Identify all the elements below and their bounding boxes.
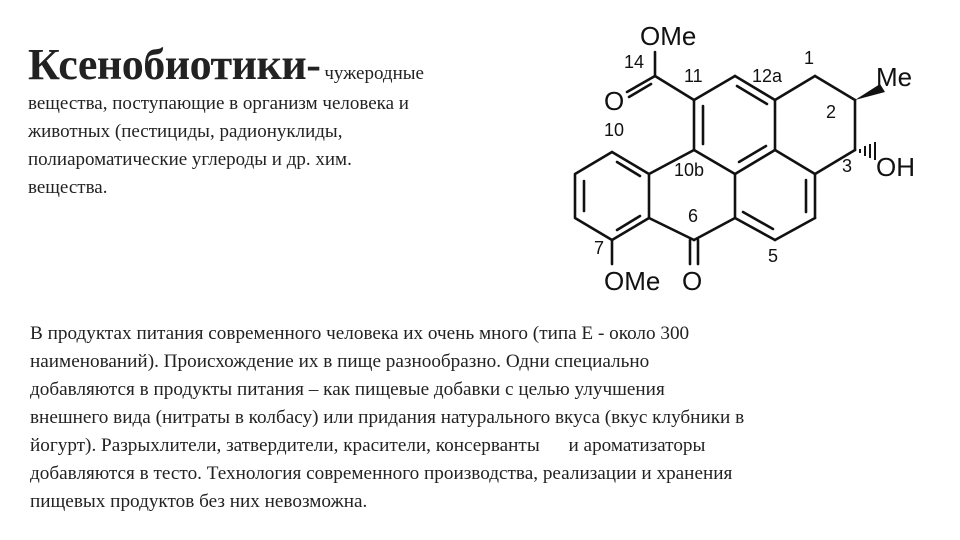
left-ring xyxy=(575,152,649,240)
bond-5-6b xyxy=(775,218,815,240)
bond-12b-4a xyxy=(775,150,815,174)
hydroxyl-hash-bond xyxy=(860,142,875,160)
label-oh: OH xyxy=(876,152,915,182)
bond-6b-6c xyxy=(735,218,775,240)
label-c2: 2 xyxy=(826,102,837,122)
label-o-left: O xyxy=(604,86,625,116)
paragraph-line-1: В продуктах питания современного человека их очень много (типа Е - около 300 xyxy=(30,323,690,344)
slide-title: Ксенобиотики- xyxy=(28,40,321,89)
label-c5: 5 xyxy=(768,246,779,266)
definition-line-4: вещества. xyxy=(28,177,108,198)
bond-12-12a-inner xyxy=(737,86,767,104)
title-block xyxy=(28,40,528,202)
label-ome-bottom: OMe xyxy=(604,266,661,296)
bond-6b-6c-inner xyxy=(743,212,773,229)
title-line xyxy=(28,40,528,90)
definition-line-1: вещества, поступающие в организм человека и xyxy=(28,93,409,114)
bond-c6-6a2 xyxy=(694,218,735,240)
label-c1: 1 xyxy=(804,48,815,68)
label-c14: 14 xyxy=(624,52,645,72)
definition-start: чужеродные xyxy=(324,63,424,84)
label-c3: 3 xyxy=(842,156,853,176)
paragraph-line-6: добавляются в тесто. Технология современного производства, реализации и хранения xyxy=(30,463,733,484)
paragraph-line-2: наименований). Происхождение их в пище разнообразно. Одни специально xyxy=(30,351,650,372)
label-c7: 7 xyxy=(594,238,605,258)
chemical-structure xyxy=(560,10,940,310)
paragraph-line-3: добавляются в продукты питания – как пищевые добавки с целью улучшения xyxy=(30,379,665,400)
label-c10: 10 xyxy=(604,120,625,140)
definition-line-2: животных (пестициды, радионуклиды, xyxy=(28,121,343,142)
paragraph-line-7: пищевых продуктов без них невозможна. xyxy=(30,491,368,512)
paragraph-line-5: йогурт). Разрыхлители, затвердители, красители, консерванты и ароматизаторы xyxy=(30,435,706,456)
label-c12a: 12a xyxy=(752,66,783,86)
label-me: Me xyxy=(876,62,913,92)
structure-bonds xyxy=(575,52,855,264)
label-c10b: 10b xyxy=(674,160,705,180)
bond-c1-c2 xyxy=(815,76,855,100)
body-paragraph xyxy=(30,320,935,516)
definition-line-3: полиароматические углероды и др. хим. xyxy=(28,149,352,170)
paragraph-line-4: внешнего вида (нитраты в колбасу) или придания натурального вкуса (вкус клубники в xyxy=(30,407,745,428)
label-ome-top: OMe xyxy=(640,21,697,51)
label-o-bottom: O xyxy=(682,266,703,296)
left-ring-double-2 xyxy=(617,162,640,176)
left-ring-double-3 xyxy=(617,216,640,230)
label-c6: 6 xyxy=(688,206,699,226)
bond-12b-10c-inner xyxy=(739,146,766,162)
label-c11: 11 xyxy=(684,66,703,86)
